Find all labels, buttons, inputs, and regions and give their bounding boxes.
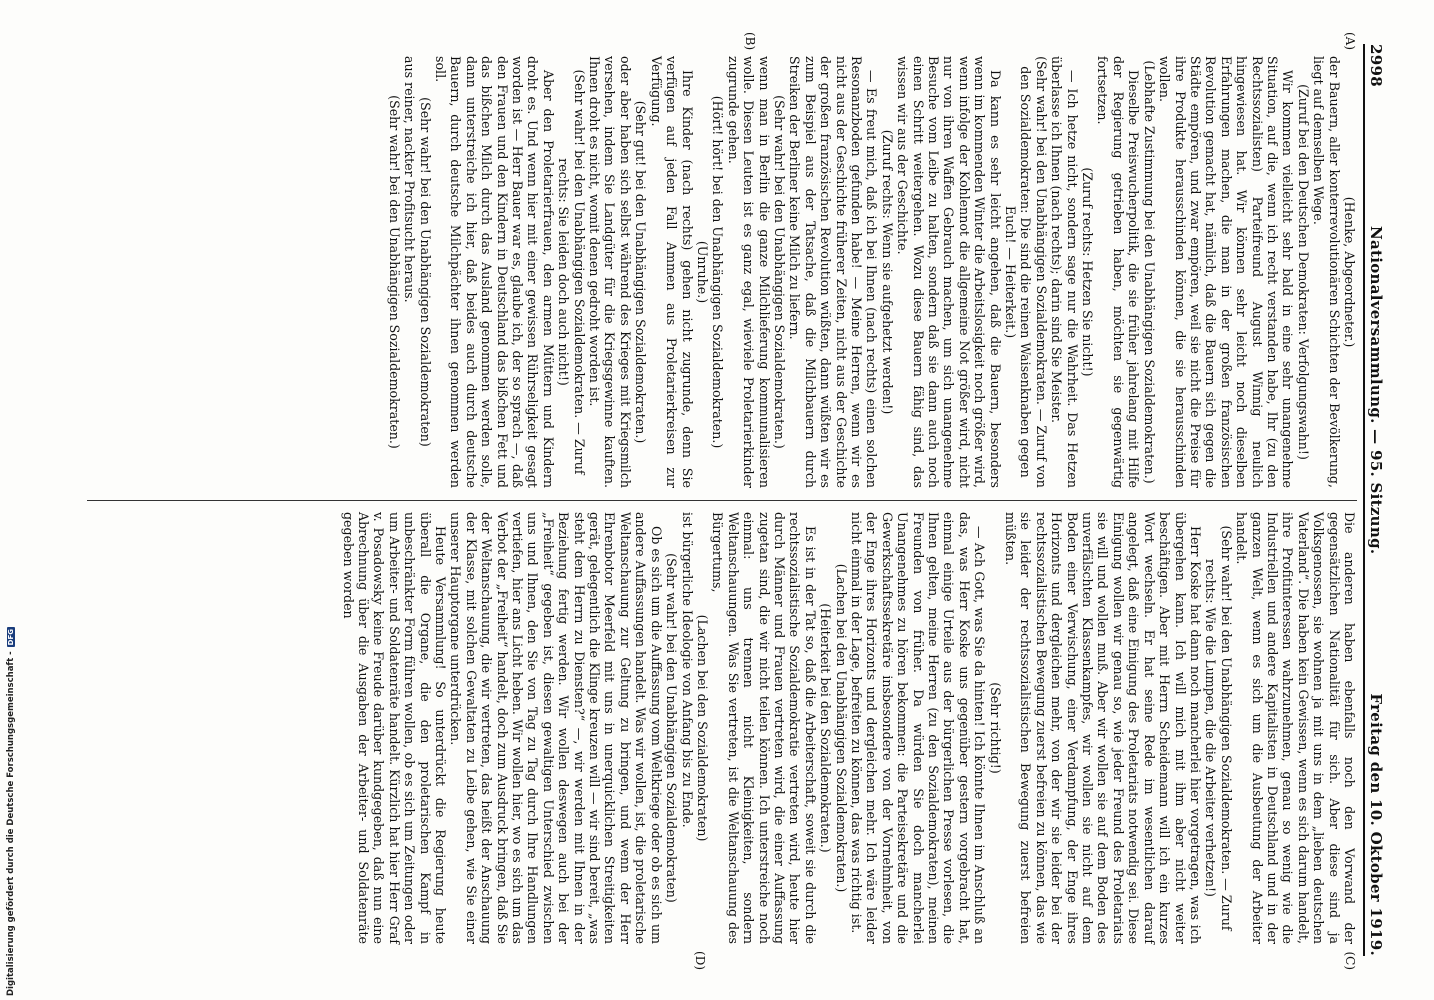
interjection-paragraph: (Zuruf rechts: Wenn sie aufgehetzt werden!)	[879, 129, 895, 415]
speech-paragraph: ist bürgerliche Ideologie von Anfang bis zu Ende.	[679, 512, 695, 828]
interjection-paragraph: (Sehr wahr! bei den Unabhängigen Sozialdemokraten.)	[386, 95, 402, 449]
speech-paragraph: Wir kommen vielleicht sehr bald in eine sehr unangenehme Situation, auf die, wenn ich recht verstanden habe, Ihr (zu den Rechtssozialisten) Parteifreund August Winnig neulich hingewiesen hat. Wir können sehr leicht noch dieselben Erfahrungen machen, die man in der großen französischen Revolution gemacht hat, nämlich, daß die Bauern sich gegen die Städte empören, und zwar empören, weil sie nicht die Preise für ihre Produkte herausschinden können, die sie herausschinden wollen.	[1157, 56, 1296, 488]
left-column	[87, 44, 1357, 500]
interjection-paragraph: (Hört! hört! bei den Unabhängigen Sozialdemokraten.)	[710, 95, 726, 449]
interjection-paragraph: (Sehr gut! bei den Unabhängigen Sozialdemokraten.)	[633, 100, 649, 444]
interjection-paragraph: (Lachen bei den Unabhängigen Sozialdemokraten.)	[833, 563, 849, 893]
page-number: 2998	[1367, 44, 1385, 87]
interjection-paragraph: (Sehr wahr! bei den Unabhängigen Sozialdemokraten. — Zuruf rechts: Wie die Lumpen, die die Arbeiter verhetzen!)	[1203, 525, 1234, 931]
interjection-paragraph: (Sehr wahr! bei den Unabhängigen Sozialdemokraten)	[417, 97, 433, 447]
speech-paragraph: Da kann es sehr leicht angehen, daß die Bauern, besonders wenn im kommenden Winter die Arbeitslosigkeit noch größer wird, wenn infolge der Kohlennot die allgemeine Not größer wird, nicht nur von ihren Waffen Gebrauch machen, um sich unangenehme Besuche vom Leibe zu halten, sondern daß sie dann auch noch einen Schritt weitergehen. Wozu diese Bauern fähig sind, das wissen wir aus der Geschichte.	[895, 56, 1003, 488]
credit-text: Digitalisierung gefördert durch die Deutsche Forschungsgemeinschaft -	[6, 651, 16, 996]
text-columns	[87, 32, 1357, 970]
page-title: Nationalversammlung. — 95. Sitzung.	[1367, 225, 1385, 555]
dfg-logo: DFG	[7, 628, 15, 646]
speech-paragraph: aus reiner, nackter Profitsucht heraus.	[402, 56, 418, 303]
interjection-paragraph: (Lachen bei den Sozialdemokraten)	[694, 614, 710, 842]
speech-paragraph: Dieselbe Preiswucherpolitik, die sie früher jahrelang mit Hilfe der Regierung getrieben haben, möchten sie gegenwärtig fortsetzen.	[1095, 56, 1142, 488]
interjection-paragraph: (Henke, Abgeordneter.)	[1342, 196, 1357, 348]
interjection-paragraph: (Sehr wahr! bei den Unabhängigen Sozialdemokraten. — Zuruf rechts: Sie leiden doch auch nicht!)	[556, 69, 587, 475]
speech-paragraph: Ihre Kinder (nach rechts) gehen nicht zugrunde, denn Sie verfügen auf jeden Fall Ammen aus Proletarierkreisen zur Verfügung.	[648, 56, 695, 488]
interjection-paragraph: (Sehr wahr! bei den Unabhängigen Sozialdemokraten.)	[771, 95, 787, 449]
digitization-credit	[6, 627, 16, 996]
margin-mark-c: (C)	[1343, 951, 1357, 970]
margin-mark-d: (D)	[693, 951, 707, 970]
speech-paragraph: — Ich hetze nicht, sondern sage nur die Wahrheit. Das Hetzen überlasse ich Ihnen (nach rechts); darin sind Sie Meister.	[1049, 56, 1080, 488]
right-column	[87, 500, 1357, 956]
interjection-paragraph: (Lebhafte Zustimmung bei den Unabhängigen Sozialdemokraten.)	[1141, 60, 1157, 484]
interjection-paragraph: (Sehr wahr! bei den Unabhängigen Sozialdemokraten. — Zuruf von den Sozialdemokraten: Die sind die reinen Waisenknaben gegen Euch! — Heiterkeit.)	[1003, 56, 1049, 488]
interjection-paragraph: (Sehr richtig!)	[987, 682, 1003, 774]
speech-paragraph: — Ach Gott, was Sie da hinten! Ich könnte Ihnen im Anschluß an das, was Herr Koske uns gegenüber gestern vorgebracht hat, einmal einige Urteile aus der bürgerlichen Presse vorlesen, die Ihnen gelten, meine Herren (zu den Sozialdemokraten), meinen Freunden von früher. Da würden Sie doch mancherlei Unangenehmes zu hören bekommen: die Parteisekretäre und die Gewerkschaftssekretäre insbesondere von der Vornehmheit, von der Enge ihres Horizonts und dergleichen mehr. Ich wäre leider nicht einmal in der Lage, befreiten zu können, das was richtig ist.	[849, 512, 988, 944]
column-divider	[87, 500, 1357, 501]
margin-mark-a: (A)	[1343, 32, 1357, 51]
speech-paragraph: Ob es sich um die Auffassung vom Weltkriege oder ob es sich um andere Auffassungen handelt. Was wir wollen, ist, die proletarische Weltanschauung zur Geltung zu bringen, und wenn der Herr Ehrenbotor Meerfeld mit uns in unerquicklichen Streitigkeiten gerät, gelegentlich die Klinge kreuzen will — wir sind bereit, „was steht dem Herrn zu Diensten?“ —, wir werden mit Ihnen in der Beziehung fertig werden. Wir wollen deswegen auch bei der „Freiheit“ gegeben ist, diesen gewaltigen Unterschied zwischen uns und Ihnen, den Sie von Tag zu Tag durch Ihre Handlungen vertiefen, hier ans Licht heben. Wir wollen hier, wo es sich um das Verbot der „Freiheit“ handelt, doch zum Ausdruck bringen, daß Sie der Weltanschauung, die wir vertreten, das heißt der Anschauung der Klasse, mit solchen Gewaltaten zu Leibe gehen, wie Sie einer unserer Hauptorgane unterdrücken.	[448, 512, 664, 944]
speech-paragraph: Die anderen haben ebenfalls noch den Vorwand der gegensätzlichen Nationalität für sich. Aber diese sind ja Volksgenossen, sie wohnen ja mit uns in dem „lieben deutschen Vaterland“. Die haben kein Gewissen, wenn es sich darum handelt, ihre Profitinteressen wahrzunehmen, genau so wenig wie die Industriellen und andere Kapitalisten in Deutschland und in der ganzen Welt, wenn es sich um die Ausbeutung der Arbeiter handelt.	[1234, 512, 1357, 944]
speech-paragraph: Herr Koske hat dann noch mancherlei hier vorgetragen, was ich übergehen kann. Ich will mich mit ihm aber nicht weiter beschäftigen. Aber mit Herrn Scheidemann will ich ein kurzes Wort wechseln. Er hat seine Rede im wesentlichen darauf angelegt, daß eine Einigung des Proletariats notwendig sei. Diese Einigung wollen wir genau so, wie jeder Freund des Proletariats sie will und wollen muß. Aber wir wollen sie auf dem Boden des unverfälschten Klassenkampfes, wir wollen sie nicht auf dem Boden einer Verwischung, einer Verdampfung, der Enge ihres Horizonts und dergleichen mehr, von der wir sie leider bei der rechtssozialistischen Bewegung zuerst befreien zu können, das wie sie leider der rechtssozialistischen Bewegung zuerst befreien müßten.	[1003, 512, 1203, 944]
interjection-paragraph: (Unruhe.)	[694, 240, 710, 304]
margin-mark-b: (B)	[743, 32, 757, 51]
interjection-paragraph: (Zuruf rechts: Hetzen Sie nicht!)	[1080, 167, 1096, 377]
speech-paragraph: Aber den Proletarierfrauen, den armen Müttern und Kindern droht es. Und wenn hier mit einer gewissen Rührseligkeit gesagt worden ist — Herr Bauer war es, glaube ich, der so sprach —, daß den Frauen und den Kindern in Deutschland das bißchen Fett und das bißchen Milch durch das Ausland genommen werden solle, dann unterstreiche ich hier, daß beides auch durch deutsche Bauern, durch deutsche Milchpächter ihnen genommen werden soll.	[433, 56, 556, 488]
speech-paragraph: Es ist in der Tat so, daß die Arbeiterschaft, soweit sie durch die rechtssozialistische Sozialdemokratie vertreten wird, heute hier durch Männer und Frauen vertreten wird, die einer Auffassung zugetan sind, die wir nicht teilen können. Ich unterstreiche noch einmal: uns trennen nicht Kleinigkeiten, sondern Weltanschauungen. Was Sie vertreten, ist die Weltanschauung des Bürgertums,	[710, 512, 818, 944]
page-date: Freitag den 10. Oktober 1919.	[1367, 693, 1385, 956]
interjection-paragraph: (Heiterkeit bei den Sozialdemokraten.)	[818, 603, 834, 853]
speech-paragraph: wenn man in Berlin die ganze Milchlieferung kommunalisieren wolle. Diesen Leuten ist es ganz egal, wieviele Proletarierkinder zugrunde gehen.	[725, 56, 772, 488]
speech-paragraph: oder aber haben sich selbst während des Krieges mit Kriegsmilch versehen, indem Sie Landgüter für die Kriegsgewinne kauften. Ihnen droht es nicht, womit denen gedroht worden ist.	[587, 56, 633, 488]
interjection-paragraph: (Zuruf bei den Deutschen Demokraten: Verfolgungswahn!)	[1295, 84, 1311, 460]
speech-paragraph: der Bauern, aller konterrevolutionären Schichten der Bevölkerung, liegt auf demselben Wege.	[1311, 56, 1342, 488]
page-header	[1363, 44, 1391, 956]
interjection-paragraph: (Sehr wahr! bei den Unabhängigen Sozialdemokraten)	[664, 553, 680, 903]
speech-paragraph: — Es freut mich, daß ich bei Ihnen (nach rechts) einen solchen Resonanzboden gefunden habe! — Meine Herren, wenn wir es nicht aus der Geschichte früherer Zeiten, nicht aus der Geschichte der großen französischen Revolution wüßten, dann wüßten wir es zum Beispiel aus der Tatsache, daß die Milchbauern durch Streiken der Berliner keine Milch zu liefern.	[787, 56, 880, 488]
rotated-document-page	[65, 30, 1395, 970]
speech-paragraph: Heute Versammlung! So unterdrückt die Regierung heute überall die Organe, die den proletarischen Kampf in unbeschränkter Form führen wollen, ob es sich um Zeitungen oder um Arbeiter- und Soldatenräte handelt. Kürzlich hat hier Herr Graf v. Posadowsky keine Freude darüber kundgegeben, daß nun eine Abrechnung über die Ausgaben der Arbeiter- und Soldatenräte gegeben worden	[340, 512, 449, 944]
